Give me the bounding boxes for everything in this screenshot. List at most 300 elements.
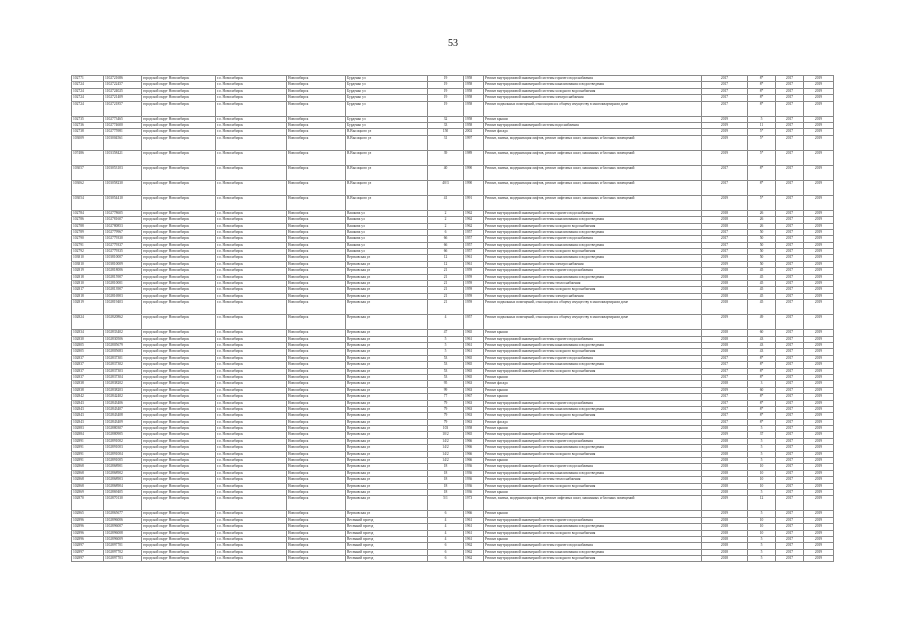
- table-cell: 1936: [464, 483, 484, 489]
- table-cell: 2018: [702, 470, 748, 476]
- table-cell: Вашкова ул: [346, 242, 428, 248]
- table-cell: 102724: [72, 101, 104, 116]
- table-cell: Вертковская ул: [346, 287, 428, 293]
- table-cell: 2019: [804, 268, 834, 274]
- table-cell: 2019: [804, 122, 834, 128]
- table-cell: 2019: [804, 274, 834, 280]
- table-cell: 43: [748, 342, 776, 348]
- table-cell: Ремонт внутридомовой инженерной системы горячего водоснабжения: [484, 268, 702, 274]
- table-cell: 102843: [72, 406, 104, 412]
- table-cell: городской округ Новосибирск: [142, 268, 216, 274]
- table-cell: 5: [748, 543, 776, 549]
- table-cell: Ремонт внутридомовой инженерной системы канализования и водоотведения: [484, 274, 702, 280]
- table-cell: городской округ Новосибирск: [142, 400, 216, 406]
- table-cell: Новосибирск: [287, 95, 346, 101]
- table-cell: 102870: [72, 496, 104, 511]
- table-cell: 1967: [464, 394, 484, 400]
- table-cell: 1102868903: [104, 477, 142, 483]
- table-cell: 1102843406: [104, 400, 142, 406]
- table-cell: 12: [428, 255, 464, 261]
- table-cell: г.о. Новосибирск: [216, 315, 287, 330]
- table-cell: Ремонт внутридомовой инженерной системы горячего водоснабжения: [484, 210, 702, 216]
- table-cell: г.о. Новосибирск: [216, 483, 287, 489]
- table-cell: Новосибирск: [287, 464, 346, 470]
- table-cell: г.о. Новосибирск: [216, 300, 287, 315]
- table-cell: 6: [428, 549, 464, 555]
- table-cell: 1102891002: [104, 438, 142, 444]
- table-cell: 102891: [72, 438, 104, 444]
- table-cell: городской округ Новосибирск: [142, 543, 216, 549]
- table-cell: г.о. Новосибирск: [216, 342, 287, 348]
- table-cell: 102868: [72, 470, 104, 476]
- table-row: [72, 300, 834, 315]
- table-cell: Ремонт подвальных помещений, относящихся к общему имуществу в многоквартирном доме: [484, 300, 702, 315]
- table-cell: Новосибирск: [287, 368, 346, 374]
- table-cell: городской округ Новосибирск: [142, 76, 216, 82]
- table-cell: 50: [748, 236, 776, 242]
- table-cell: Вертковская ул: [346, 477, 428, 483]
- table-cell: 1102880307: [104, 426, 142, 432]
- table-cell: г.о. Новосибирск: [216, 362, 287, 368]
- table-cell: 102897: [72, 543, 104, 549]
- table-cell: городской округ Новосибирск: [142, 249, 216, 255]
- table-cell: 2017: [776, 496, 804, 511]
- table-cell: 79: [428, 400, 464, 406]
- table-cell: г.о. Новосибирск: [216, 438, 287, 444]
- table-cell: 43: [748, 349, 776, 355]
- table-cell: г.о. Новосибирск: [216, 261, 287, 267]
- table-cell: 102868: [72, 483, 104, 489]
- table-cell: 79: [428, 419, 464, 425]
- table-cell: 1957: [464, 249, 484, 255]
- table-cell: Вертковская ул: [346, 400, 428, 406]
- table-cell: 8*: [748, 101, 776, 116]
- table-cell: 4: [428, 524, 464, 530]
- table-cell: Новосибирск: [287, 406, 346, 412]
- table-cell: городской округ Новосибирск: [142, 413, 216, 419]
- table-cell: 2018: [702, 438, 748, 444]
- table-cell: Новосибирск: [287, 122, 346, 128]
- table-cell: 1102837302: [104, 362, 142, 368]
- table-cell: 43: [748, 336, 776, 342]
- table-cell: 2019: [804, 293, 834, 299]
- table-cell: 26: [748, 217, 776, 223]
- table-cell: 1962: [464, 543, 484, 549]
- table-cell: 102735: [72, 116, 104, 122]
- table-cell: Вашкова ул: [346, 236, 428, 242]
- table-cell: 5: [748, 116, 776, 122]
- table-cell: Вертковская ул: [346, 511, 428, 517]
- table-cell: 2019: [804, 368, 834, 374]
- table-cell: Ремонт внутридомовой инженерной системы электроснабжения: [484, 293, 702, 299]
- table-cell: 11: [748, 122, 776, 128]
- table-cell: Новосибирск: [287, 229, 346, 235]
- table-cell: 1962: [464, 549, 484, 555]
- table-row: [72, 101, 834, 116]
- table-cell: 1102722457: [104, 82, 142, 88]
- table-cell: 2018: [702, 268, 748, 274]
- table-cell: Вертковская ул: [346, 293, 428, 299]
- table-cell: Ремонт крыши: [484, 394, 702, 400]
- table-cell: г.о. Новосибирск: [216, 210, 287, 216]
- table-cell: 2019: [702, 150, 748, 165]
- table-cell: 5: [748, 438, 776, 444]
- table-cell: 2017: [776, 217, 804, 223]
- table-cell: 2017: [776, 464, 804, 470]
- table-cell: 1959: [464, 300, 484, 315]
- table-cell: Вертковская ул: [346, 483, 428, 489]
- table-cell: 2017: [776, 122, 804, 128]
- table-cell: 1936: [464, 464, 484, 470]
- table-cell: 8*: [748, 180, 776, 195]
- table-cell: 2017: [776, 451, 804, 457]
- table-cell: г.о. Новосибирск: [216, 255, 287, 261]
- table-cell: 2019: [804, 281, 834, 287]
- table-cell: Новосибирск: [287, 470, 346, 476]
- table-cell: Новосибирск: [287, 342, 346, 348]
- table-cell: 14/2: [428, 438, 464, 444]
- table-cell: 5: [748, 445, 776, 451]
- table-cell: 2017: [776, 483, 804, 489]
- table-cell: Новосибирск: [287, 287, 346, 293]
- table-cell: 102789: [72, 229, 104, 235]
- table-cell: 14/2: [428, 451, 464, 457]
- table-cell: 103009: [72, 135, 104, 150]
- table-cell: 1965: [464, 330, 484, 336]
- table-cell: 1997: [464, 135, 484, 150]
- table-cell: городской округ Новосибирск: [142, 426, 216, 432]
- table-cell: Новосибирск: [287, 387, 346, 393]
- table-cell: Новосибирск: [287, 268, 346, 274]
- table-row: [72, 496, 834, 511]
- table-cell: Новосибирск: [287, 394, 346, 400]
- table-cell: 2018: [702, 458, 748, 464]
- table-cell: 1966: [464, 451, 484, 457]
- table-cell: Новосибирск: [287, 355, 346, 361]
- table-cell: 2017: [776, 261, 804, 267]
- table-cell: 2017: [776, 556, 804, 562]
- table-cell: 2017: [776, 336, 804, 342]
- table-cell: 1959: [464, 268, 484, 274]
- table-cell: Ремонт крыши: [484, 330, 702, 336]
- table-cell: Ремонт внутридомовой инженерной системы горячего водоснабжения: [484, 543, 702, 549]
- table-cell: 1962: [464, 210, 484, 216]
- table-cell: 66: [428, 249, 464, 255]
- table-cell: 1965: [464, 374, 484, 380]
- table-cell: 2017: [702, 82, 748, 88]
- table-cell: Ремонт внутридомовой инженерной системы холодного водоснабжения: [484, 287, 702, 293]
- table-cell: 1966: [464, 511, 484, 517]
- table-cell: Ремонт крыши: [484, 426, 702, 432]
- table-cell: Новосибирск: [287, 165, 346, 180]
- table-cell: 2018: [702, 445, 748, 451]
- table-cell: 2019: [702, 315, 748, 330]
- table-cell: г.о. Новосибирск: [216, 477, 287, 483]
- table-cell: 4: [428, 536, 464, 542]
- table-cell: Новосибирск: [287, 150, 346, 165]
- table-cell: 2018: [702, 549, 748, 555]
- table-cell: Ремонт внутридомовой инженерной системы канализования и водоотведения: [484, 82, 702, 88]
- table-cell: 2019: [804, 342, 834, 348]
- table-cell: 21: [428, 300, 464, 315]
- table-cell: 1102897703: [104, 556, 142, 562]
- table-cell: 1936: [464, 477, 484, 483]
- table-cell: 2017: [776, 374, 804, 380]
- table-cell: 1962: [464, 217, 484, 223]
- table-cell: г.о. Новосибирск: [216, 336, 287, 342]
- table-cell: 102791: [72, 242, 104, 248]
- table-cell: 99: [428, 387, 464, 393]
- table-cell: 79: [428, 413, 464, 419]
- table-cell: 1102773465: [104, 116, 142, 122]
- table-cell: 2: [428, 217, 464, 223]
- table-cell: 2017: [702, 249, 748, 255]
- table-cell: 102792: [72, 249, 104, 255]
- table-cell: 2017: [776, 445, 804, 451]
- table-cell: г.о. Новосибирск: [216, 543, 287, 549]
- table-cell: 2017: [702, 88, 748, 94]
- table-cell: г.о. Новосибирск: [216, 517, 287, 523]
- table-cell: В.Высоцкого ул: [346, 150, 428, 165]
- table-cell: 53: [428, 374, 464, 380]
- table-cell: Ремонт внутридомовой инженерной системы электроснабжения: [484, 432, 702, 438]
- table-cell: 2017: [776, 274, 804, 280]
- table-cell: 1102868902: [104, 470, 142, 476]
- table-cell: 8*: [748, 76, 776, 82]
- table-cell: 2019: [804, 445, 834, 451]
- table-cell: Новосибирск: [287, 496, 346, 511]
- table-cell: 1102779330: [104, 236, 142, 242]
- table-cell: 1102775981: [104, 129, 142, 135]
- table-cell: Вертковская ул: [346, 336, 428, 342]
- table-cell: 6: [428, 229, 464, 235]
- table-cell: г.о. Новосибирск: [216, 387, 287, 393]
- table-cell: 2019: [702, 255, 748, 261]
- table-cell: 1102891004: [104, 451, 142, 457]
- table-cell: 2019: [804, 426, 834, 432]
- table-cell: городской округ Новосибирск: [142, 122, 216, 128]
- table-cell: Ремонт фасада: [484, 129, 702, 135]
- table-cell: Бурденко ул: [346, 95, 428, 101]
- table-cell: 2019: [804, 300, 834, 315]
- table-cell: 1102868904: [104, 483, 142, 489]
- table-cell: 102896: [72, 536, 104, 542]
- table-cell: 2017: [776, 330, 804, 336]
- table-cell: Ремонт внутридомовой инженерной системы канализования и водоотведения: [484, 362, 702, 368]
- table-cell: Бурденко ул: [346, 88, 428, 94]
- table-cell: 102837: [72, 362, 104, 368]
- table-cell: 2019: [804, 362, 834, 368]
- table-cell: 45: [748, 268, 776, 274]
- table-cell: Ремонт внутридомовой инженерной системы холодного водоснабжения: [484, 88, 702, 94]
- table-cell: г.о. Новосибирск: [216, 281, 287, 287]
- table-cell: Ремонт внутридомовой инженерной системы холодного водоснабжения: [484, 413, 702, 419]
- table-cell: 45: [748, 274, 776, 280]
- table-cell: 2018: [702, 464, 748, 470]
- table-cell: г.о. Новосибирск: [216, 524, 287, 530]
- table-cell: Вертковская ул: [346, 330, 428, 336]
- table-cell: городской округ Новосибирск: [142, 524, 216, 530]
- table-cell: 2018: [702, 530, 748, 536]
- table-cell: Новосибирск: [287, 477, 346, 483]
- table-cell: 10: [748, 464, 776, 470]
- table-cell: 2019: [804, 536, 834, 542]
- table-cell: 2019: [702, 511, 748, 517]
- table-cell: городской округ Новосибирск: [142, 82, 216, 88]
- table-cell: 5*: [748, 135, 776, 150]
- table-cell: 8*: [748, 165, 776, 180]
- table-cell: 5: [748, 549, 776, 555]
- table-cell: Весенний проезд: [346, 530, 428, 536]
- table-cell: 1990: [464, 180, 484, 195]
- table-cell: г.о. Новосибирск: [216, 82, 287, 88]
- table-cell: Ремонт внутридомовой инженерной системы канализования и водоотведения: [484, 406, 702, 412]
- table-cell: г.о. Новосибирск: [216, 406, 287, 412]
- table-cell: 1958: [464, 426, 484, 432]
- table-cell: городской округ Новосибирск: [142, 368, 216, 374]
- table-cell: Ремонт внутридомовой инженерной системы горячего водоснабжения: [484, 236, 702, 242]
- table-cell: 102869: [72, 489, 104, 495]
- table-cell: 2017: [776, 88, 804, 94]
- table-cell: 10: [748, 530, 776, 536]
- table-cell: г.о. Новосибирск: [216, 549, 287, 555]
- table-cell: 2017: [776, 195, 804, 210]
- table-cell: Новосибирск: [287, 255, 346, 261]
- table-cell: Ремонт крыши: [484, 374, 702, 380]
- table-cell: Ремонт подвальных помещений, относящихся к общему имуществу в многоквартирном доме: [484, 315, 702, 330]
- table-cell: 2018: [702, 287, 748, 293]
- table-cell: 5*: [748, 195, 776, 210]
- table-cell: 2019: [804, 524, 834, 530]
- table-cell: 2017: [776, 210, 804, 216]
- table-cell: 2018: [702, 281, 748, 287]
- table-cell: 2019: [804, 135, 834, 150]
- table-cell: 2019: [804, 229, 834, 235]
- table-cell: 103062: [72, 180, 104, 195]
- table-cell: г.о. Новосибирск: [216, 180, 287, 195]
- table-cell: Ремонт фасада: [484, 419, 702, 425]
- table-cell: 1102724025: [104, 88, 142, 94]
- table-cell: 2019: [804, 165, 834, 180]
- table-cell: 2019: [804, 483, 834, 489]
- table-cell: 1103358421: [104, 150, 142, 165]
- table-cell: 2017: [776, 543, 804, 549]
- table-cell: 2017: [776, 180, 804, 195]
- table-cell: 1102897702: [104, 549, 142, 555]
- table-cell: 1102805679: [104, 342, 142, 348]
- table-cell: городской округ Новосибирск: [142, 336, 216, 342]
- table-cell: городской округ Новосибирск: [142, 489, 216, 495]
- table-cell: Ремонт внутридомовой инженерной системы холодного водоснабжения: [484, 223, 702, 229]
- table-cell: г.о. Новосибирск: [216, 368, 287, 374]
- table-cell: 102738: [72, 129, 104, 135]
- table-cell: 8*: [748, 368, 776, 374]
- table-cell: 1958: [464, 101, 484, 116]
- table-cell: Вертковская ул: [346, 426, 428, 432]
- table-cell: 1102813907: [104, 287, 142, 293]
- table-cell: 18: [428, 477, 464, 483]
- table-cell: 18: [428, 483, 464, 489]
- table-cell: 2017: [776, 394, 804, 400]
- table-cell: 2019: [804, 438, 834, 444]
- table-cell: 2019: [804, 374, 834, 380]
- table-cell: 60: [748, 330, 776, 336]
- table-cell: Новосибирск: [287, 489, 346, 495]
- table-cell: городской округ Новосибирск: [142, 445, 216, 451]
- table-cell: 2019: [804, 451, 834, 457]
- table-cell: 40: [428, 165, 464, 180]
- table-cell: 2019: [702, 135, 748, 150]
- table-cell: городской округ Новосибирск: [142, 458, 216, 464]
- table-cell: 2018: [702, 210, 748, 216]
- table-cell: 1962: [464, 223, 484, 229]
- table-cell: Новосибирск: [287, 281, 346, 287]
- table-cell: В.Высоцкого ул: [346, 165, 428, 180]
- table-row: [72, 135, 834, 150]
- table-cell: 2019: [702, 122, 748, 128]
- table-cell: 2019: [702, 496, 748, 511]
- table-cell: 1961: [464, 517, 484, 523]
- table-cell: Новосибирск: [287, 223, 346, 229]
- table-cell: 4: [428, 315, 464, 330]
- table-cell: Новосибирск: [287, 293, 346, 299]
- table-cell: 2017: [776, 249, 804, 255]
- table-cell: 102830: [72, 336, 104, 342]
- table-cell: 2017: [776, 150, 804, 165]
- table-cell: 2018: [702, 524, 748, 530]
- table-cell: 1102819403: [104, 300, 142, 315]
- table-cell: 2019: [804, 76, 834, 82]
- table-cell: городской округ Новосибирск: [142, 496, 216, 511]
- table-cell: 102842: [72, 394, 104, 400]
- table-cell: городской округ Новосибирск: [142, 387, 216, 393]
- table-cell: г.о. Новосибирск: [216, 445, 287, 451]
- table-cell: Вертковская ул: [346, 413, 428, 419]
- table-cell: городской округ Новосибирск: [142, 381, 216, 387]
- table-cell: 2019: [804, 195, 834, 210]
- table-cell: городской округ Новосибирск: [142, 315, 216, 330]
- table-cell: 2017: [702, 400, 748, 406]
- table-cell: Ремонт внутридомовой инженерной системы холодного водоснабжения: [484, 368, 702, 374]
- table-cell: Весенний проезд: [346, 517, 428, 523]
- table-cell: Вертковская ул: [346, 432, 428, 438]
- table-cell: Ремонт внутридомовой инженерной системы горячего водоснабжения: [484, 464, 702, 470]
- table-cell: 2019: [702, 387, 748, 393]
- table-cell: 2019: [804, 287, 834, 293]
- table-cell: Ремонт внутридомовой инженерной системы горячего водоснабжения: [484, 400, 702, 406]
- table-cell: городской округ Новосибирск: [142, 536, 216, 542]
- table-cell: 1961: [464, 524, 484, 530]
- table-cell: 102771: [72, 76, 104, 82]
- table-cell: Ремонт внутридомовой инженерной системы холодного водоснабжения: [484, 530, 702, 536]
- table-cell: 37: [748, 432, 776, 438]
- table-cell: 102896: [72, 517, 104, 523]
- table-cell: 2019: [804, 95, 834, 101]
- table-cell: 1102837301: [104, 355, 142, 361]
- table-cell: 2017: [702, 95, 748, 101]
- table-cell: Вашкова ул: [346, 217, 428, 223]
- table-cell: 2019: [804, 101, 834, 116]
- table-cell: 2017: [776, 536, 804, 542]
- table-cell: 1102780853: [104, 223, 142, 229]
- table-cell: г.о. Новосибирск: [216, 349, 287, 355]
- table-cell: 1102779335: [104, 249, 142, 255]
- table-cell: 1102815907: [104, 274, 142, 280]
- table-cell: Вашкова ул: [346, 249, 428, 255]
- table-cell: 1102774600: [104, 122, 142, 128]
- table-cell: 2018: [702, 381, 748, 387]
- table-cell: 3: [748, 381, 776, 387]
